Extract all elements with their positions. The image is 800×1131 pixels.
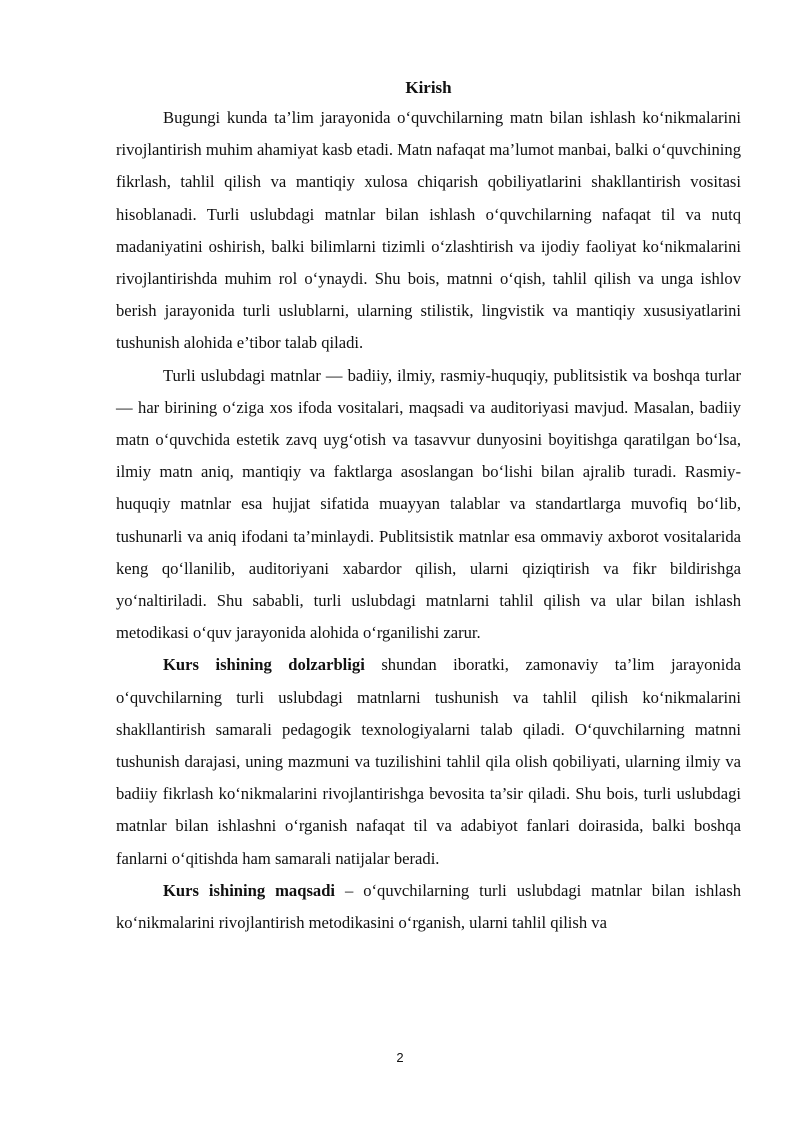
- goal-text: – o‘quvchilarning turli uslubdagi matnlar bilan ishlash ko‘nikmalarini rivojlantirish metodikasini o‘rganish, ularni tahlil qilish va: [116, 880, 741, 933]
- page-body: [116, 74, 741, 939]
- relevance-text: shundan iboratki, zamonaviy ta’lim jarayonida o‘quvchilarning turli uslubdagi matnlarni tushunish va tahlil qilish ko‘nikmalarini shakllantirish samarali pedagogik texnologiyalarni talab qiladi. O‘quvchilarning matnni tushunish darajasi, uning mazmuni va tuzilishini tahlil qila olish qobiliyati, ularning ilmiy va badiiy fikrlash ko‘nikmalarini rivojlantirishga bevosita ta’sir qiladi. Shu bois, turli uslubdagi matnlar bilan ishlashni o‘rganish nafaqat til va adabiyot fanlari doirasida, balki boshqa fanlarni o‘qitishda ham samarali natijalar beradi.: [116, 655, 741, 868]
- paragraph-goal: [116, 875, 741, 939]
- paragraph-introduction: Bugungi kunda ta’lim jarayonida o‘quvchilarning matn bilan ishlash ko‘nikmalarini rivojlantirish muhim ahamiyat kasb etadi. Matn nafaqat ma’lumot manbai, balki o‘quvchining fikrlash, tahlil qilish va mantiqiy xulosa chiqarish qobiliyatlarini shakllantirish vositasi hisoblanadi. Turli uslubdagi matnlar bilan ishlash o‘quvchilarning nafaqat til va nutq madaniyatini oshirish, balki bilimlarni tizimli o‘zlashtirish va ijodiy faoliyat ko‘nikmalarini rivojlantirishda muhim rol o‘ynaydi. Shu bois, matnni o‘qish, tahlil qilish va unga ishlov berish jarayonida turli uslublarni, ularning stilistik, lingvistik va mantiqiy xususiyatlarini tushunish alohida e’tibor talab qiladi.: [116, 108, 741, 353]
- relevance-heading: Kurs ishining dolzarbligi: [163, 655, 365, 675]
- paragraph-relevance: [116, 649, 741, 874]
- page-title: Kirish: [405, 78, 452, 97]
- goal-heading: Kurs ishining maqsadi: [163, 880, 336, 900]
- page-number: 2: [396, 1050, 404, 1065]
- paragraph-text-styles: Turli uslubdagi matnlar — badiiy, ilmiy, rasmiy-huquqiy, publitsistik va boshqa turlar — har birining o‘ziga xos ifoda vositalari, maqsadi va auditoriyasi mavjud. Masalan, badiiy matn o‘quvchida estetik zavq uyg‘otish va tasavvur dunyosini boyitishga qaratilgan bo‘lsa, ilmiy matn aniq, mantiqiy va faktlarga asoslangan bo‘lishi bilan ajralib turadi. Rasmiy-huquqiy matnlar esa hujjat sifatida muayyan talablar va standartlarga muvofiq bo‘lib, tushunarli va aniq ifodani ta’minlaydi. Publitsistik matnlar esa ommaviy axborot vositalarida keng qo‘llanilib, auditoriyani xabardor qilish, ularni qiziqtirish va fikr bildirishga yo‘naltiriladi. Shu sababli, turli uslubdagi matnlarni tahlil qilish va ular bilan ishlash metodikasi o‘quv jarayonida alohida o‘rganilishi zarur.: [116, 365, 741, 643]
